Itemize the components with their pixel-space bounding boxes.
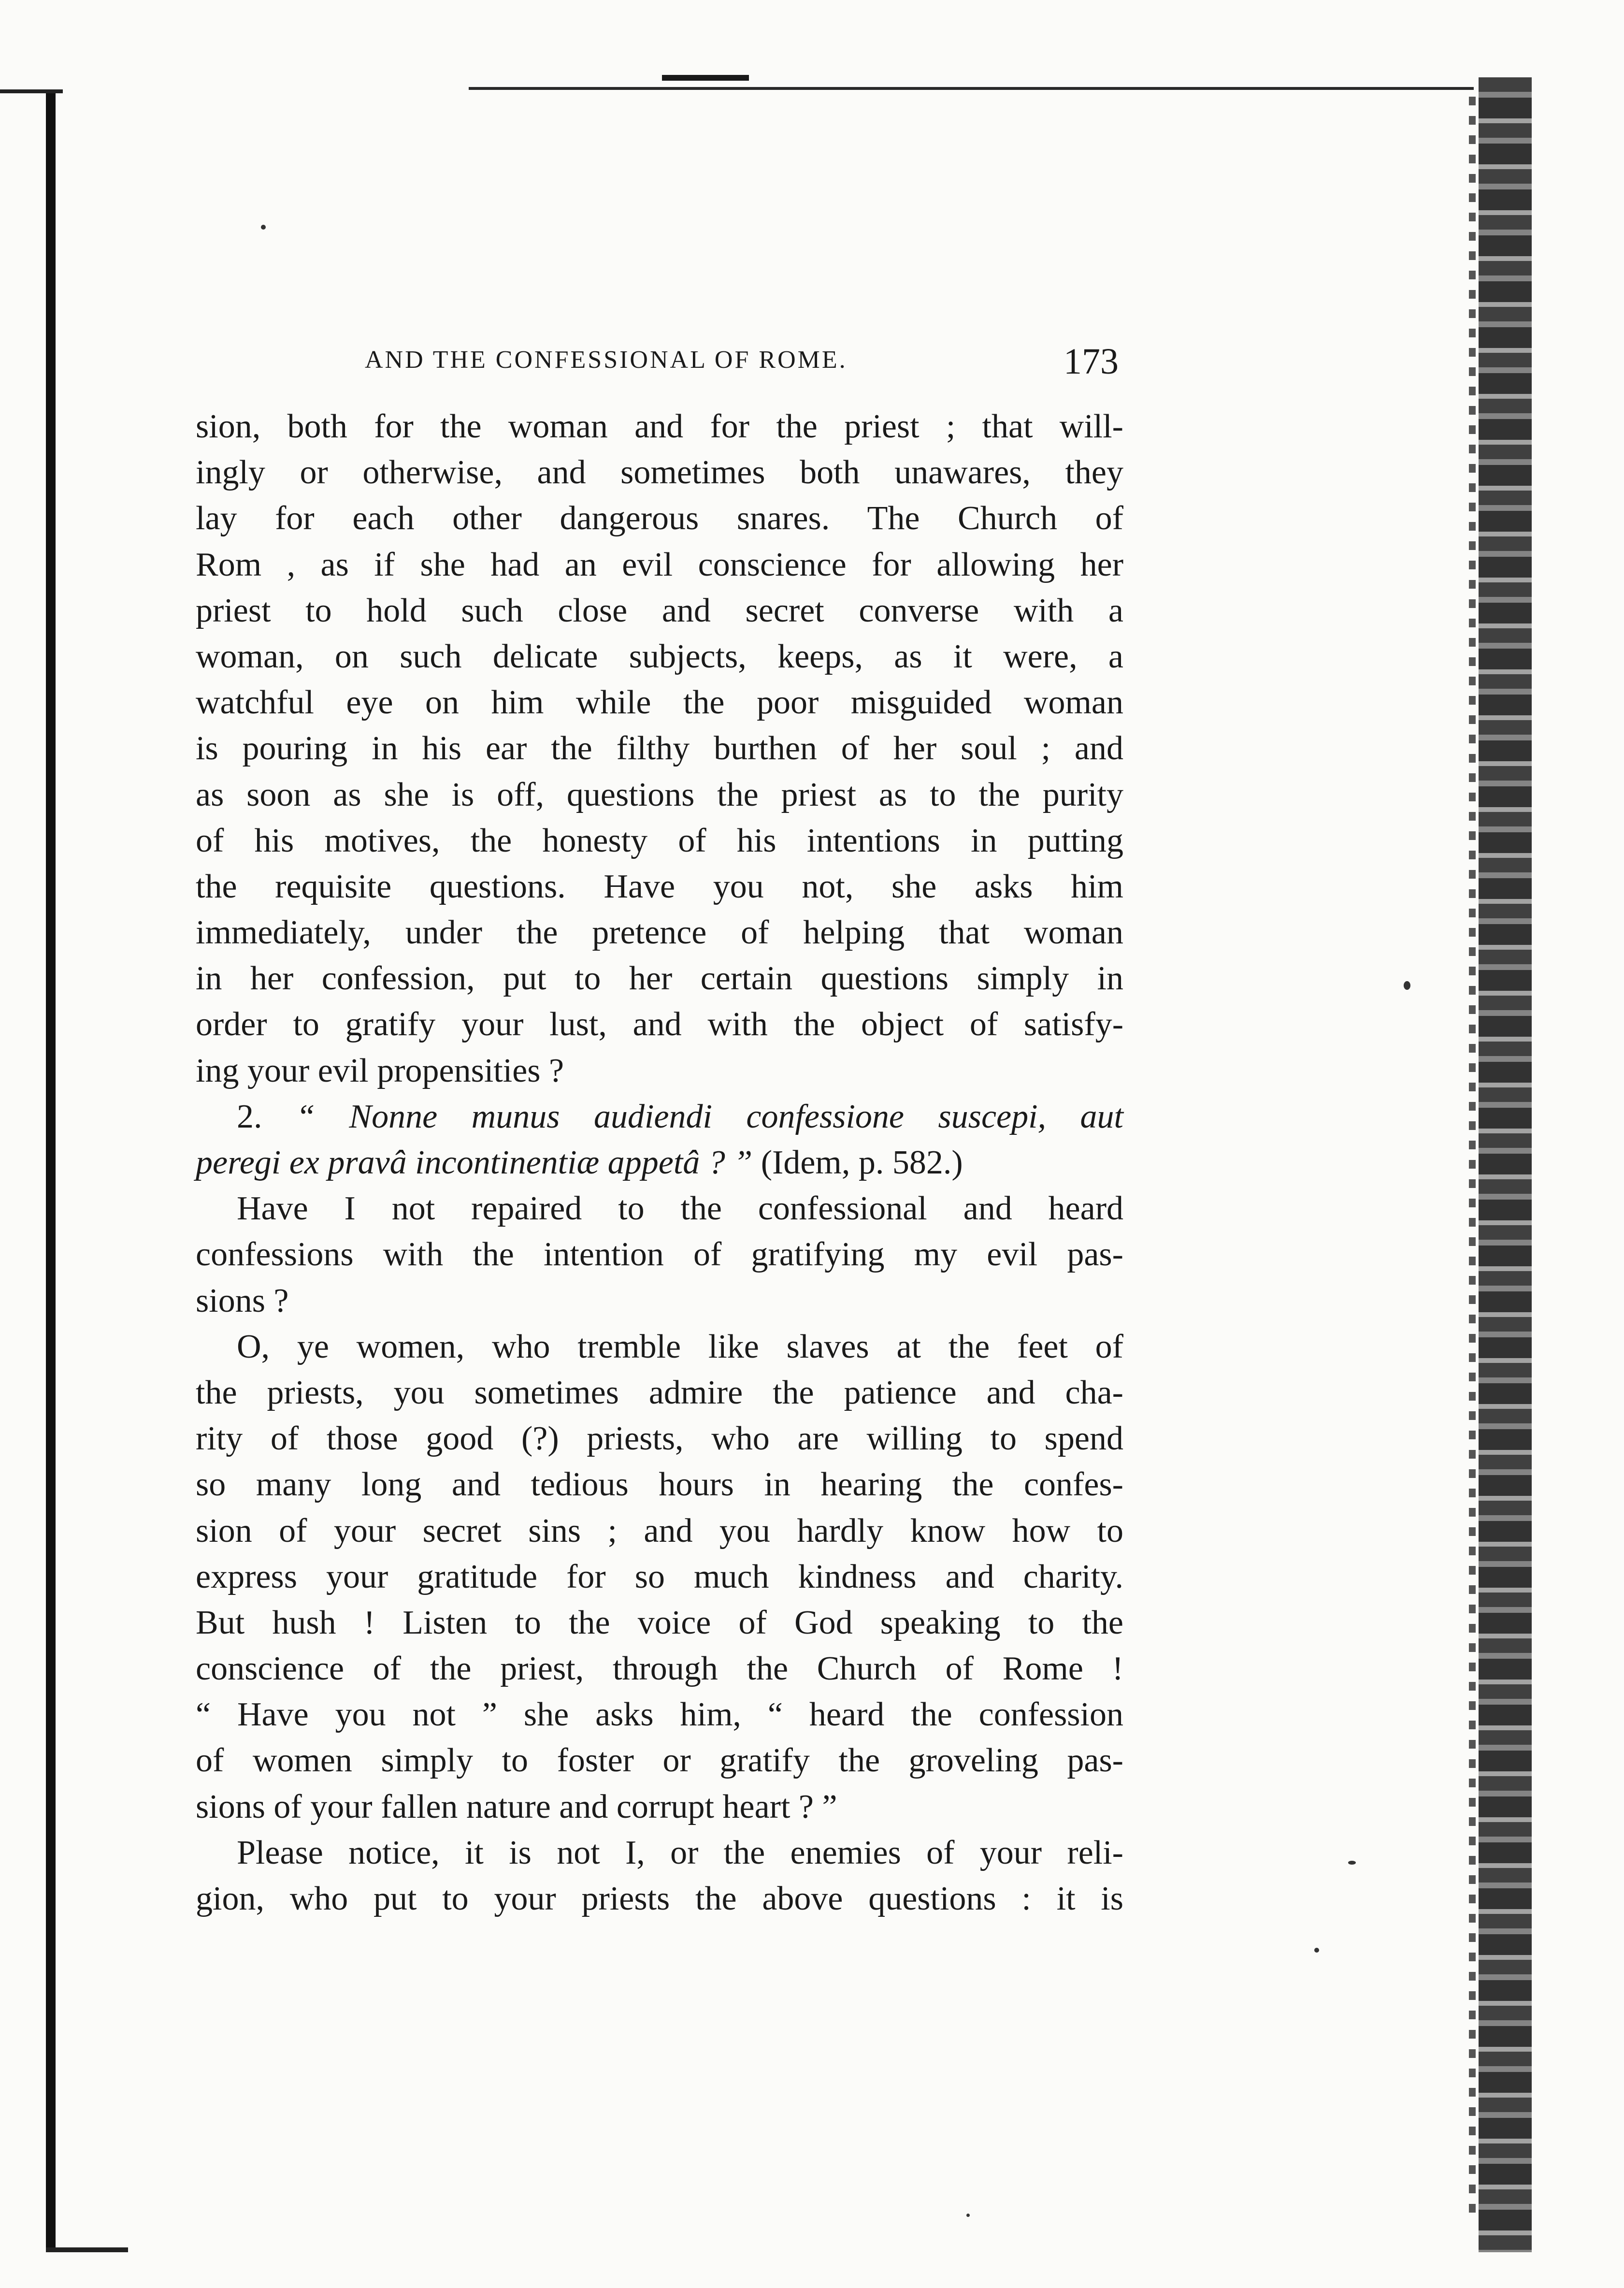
paragraph-line: so many long and tedious hours in hearing the confes- bbox=[196, 1466, 1123, 1504]
text-line: order to gratify your lust, and with the object of satisfy- bbox=[196, 1006, 1123, 1043]
latin-quote: peregi ex pravâ incontinentiæ appetâ ? ” bbox=[196, 1144, 753, 1181]
paragraph-line: express your gratitude for so much kindness and charity. bbox=[196, 1558, 1123, 1595]
text-line: of his motives, the honesty of his intentions in putting bbox=[196, 822, 1123, 859]
page-body bbox=[196, 404, 1123, 1922]
translation-line: sions ? bbox=[196, 1282, 289, 1319]
paragraph-line: sion of your secret sins ; and you hardly know how to bbox=[196, 1512, 1123, 1549]
paragraph-line: But hush ! Listen to the voice of God speaking to the bbox=[196, 1604, 1123, 1641]
text-line: watchful eye on him while the poor misguided woman bbox=[196, 684, 1123, 722]
top-rule-mark bbox=[662, 75, 749, 81]
page-number: 173 bbox=[1064, 341, 1119, 382]
text-line: sion, both for the woman and for the priest ; that will- bbox=[196, 408, 1123, 445]
ink-speck bbox=[1404, 981, 1410, 990]
citation: (Idem, p. 582.) bbox=[761, 1144, 963, 1181]
text-line: ing your evil propensities ? bbox=[196, 1052, 564, 1089]
translation-line: Have I not repaired to the confessional and heard bbox=[237, 1190, 1123, 1228]
final-line: gion, who put to your priests the above questions : it is bbox=[196, 1880, 1123, 1917]
ink-speck bbox=[261, 225, 266, 230]
paragraph-line: conscience of the priest, through the Church of Rome ! bbox=[196, 1650, 1123, 1688]
top-left-rule bbox=[0, 89, 63, 93]
quote-number: 2. bbox=[237, 1098, 262, 1135]
paragraph-line: of women simply to foster or gratify the groveling pas- bbox=[196, 1742, 1123, 1780]
latin-quote-line-1 bbox=[196, 1094, 1123, 1140]
translation-line: confessions with the intention of gratifying my evil pas- bbox=[196, 1236, 1123, 1274]
text-line: as soon as she is off, questions the priest as to the purity bbox=[196, 776, 1123, 813]
paragraph-line: rity of those good (?) priests, who are willing to spend bbox=[196, 1420, 1123, 1458]
paragraph-line: “ Have you not ” she asks him, “ heard the confession bbox=[196, 1696, 1123, 1734]
paragraph-line: the priests, you sometimes admire the patience and cha- bbox=[196, 1374, 1123, 1411]
text-line: in her confession, put to her certain questions simply in bbox=[196, 960, 1123, 998]
ink-speck bbox=[966, 2214, 970, 2217]
text-line: ingly or otherwise, and sometimes both unawares, they bbox=[196, 454, 1123, 492]
ink-speck bbox=[1348, 1861, 1356, 1865]
latin-quote-line-2 bbox=[196, 1140, 1123, 1186]
text-line: lay for each other dangerous snares. The Church of bbox=[196, 500, 1123, 537]
page-header bbox=[365, 341, 1119, 384]
text-line: priest to hold such close and secret converse with a bbox=[196, 592, 1123, 629]
final-line: Please notice, it is not I, or the enemies of your reli- bbox=[237, 1834, 1123, 1871]
text-line: woman, on such delicate subjects, keeps, as it were, a bbox=[196, 637, 1123, 675]
latin-quote: “ Nonne munus audiendi confessione suscepi, aut bbox=[296, 1098, 1123, 1135]
binding-foot-mark bbox=[46, 2247, 128, 2252]
text-line: the requisite questions. Have you not, she asks him bbox=[196, 868, 1123, 905]
text-line: is pouring in his ear the filthy burthen of her soul ; and bbox=[196, 730, 1123, 767]
paragraph-line: sions of your fallen nature and corrupt heart ? ” bbox=[196, 1788, 837, 1825]
ink-speck bbox=[1314, 1948, 1319, 1953]
text-line: immediately, under the pretence of helping that woman bbox=[196, 914, 1123, 952]
paragraph-line: O, ye women, who tremble like slaves at the feet of bbox=[237, 1328, 1123, 1365]
running-head: AND THE CONFESSIONAL OF ROME. bbox=[365, 346, 848, 374]
page-edge-strip bbox=[1469, 97, 1476, 2223]
text-line: Rom , as if she had an evil conscience for allowing her bbox=[196, 546, 1123, 583]
book-binding-edge bbox=[46, 92, 56, 2252]
page-edge-shadow bbox=[1479, 77, 1532, 2252]
top-rule bbox=[469, 87, 1474, 90]
